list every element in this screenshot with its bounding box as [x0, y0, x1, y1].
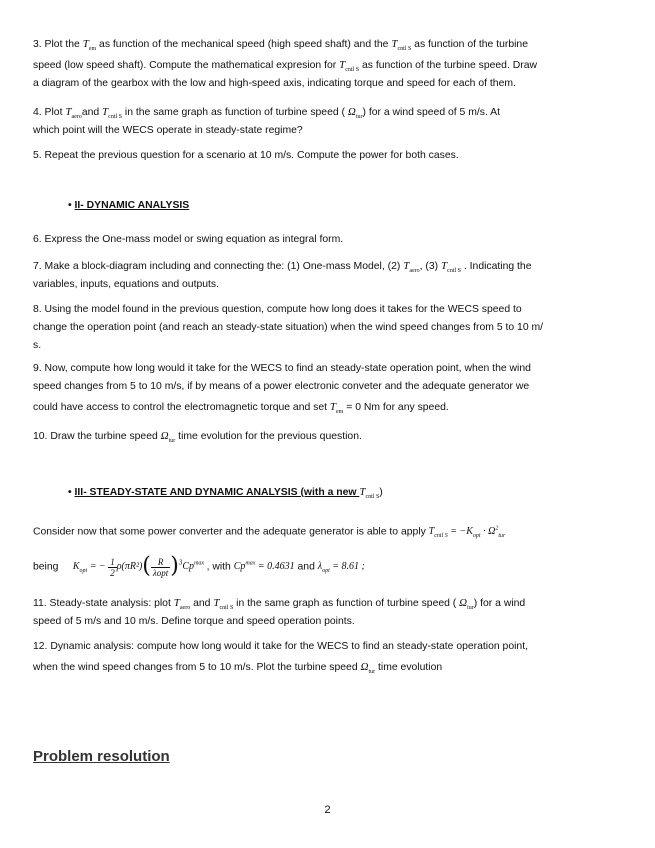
q5-line-1: 5. Repeat the previous question for a scenario at 10 m/s. Compute the power for both cases.: [33, 150, 459, 161]
q4-line-2: which point will the WECS operate in steady-state regime?: [33, 125, 303, 136]
q3-line-3: a diagram of the gearbox with the low and high-speed axis, indicating torque and speed for each of them.: [33, 78, 516, 89]
kopt-formula: $K_{opt}$ = − $\frac{1}{2}$ ρ(πR²)( $\frac{R}{\text{λopt}}$ )$^3Cp^{max}$: [72, 554, 205, 580]
q8-line-1: 8. Using the model found in the previous question, compute how long does it takes for the WECS speed to: [33, 304, 522, 315]
q7-line-1: 7. Make a block-diagram including and connecting the: (1) One-mass Model, (2) $T_{aero}$, (3) $T_{cntl S}$ . Indicating the: [33, 260, 532, 275]
q4-line-1: 4. Plot $T_{aero}and$ $T_{cntl S}$ in the same graph as function of turbine speed ( $\Omega_{tur}$) for a wind speed of 5 m/s. At: [33, 106, 500, 121]
q3-line-1: 3. Plot the $T_{em}$ as function of the mechanical speed (high speed shaft) and the $T_{cntl S}$ as function of the turbine: [33, 38, 528, 53]
q11-line-1: 11. Steady-state analysis: plot $T_{aero}$ and $T_{cntl S}$ in the same graph as function of turbine speed ( $\Omega_{tur}$) for a wind: [33, 597, 526, 612]
q12-line-1: 12. Dynamic analysis: compute how long would it take for the WECS to find an steady-state operation point,: [33, 641, 528, 652]
q9-line-2: speed changes from 5 to 10 m/s, if by means of a power electronic conveter and the adequate generator we: [33, 381, 530, 392]
problem-resolution-heading: Problem resolution: [33, 748, 170, 765]
section-3-heading: • III- STEADY-STATE AND DYNAMIC ANALYSIS (with a new $T_{cntl S}$): [68, 486, 383, 501]
q9-line-1: 9. Now, compute how long would it take for the WECS to find an steady-state operation point, when the wind: [33, 363, 531, 374]
q7-line-2: variables, inputs, equations and outputs.: [33, 279, 220, 290]
kopt-formula-line: being $K_{opt}$ = − $\frac{1}{2}$ ρ(πR²)( $\frac{R}{\text{λopt}}$ )$^3Cp^{max}$ , with $Cp^{max} = 0.4631$ and $\lambda_{opt} = 8.61$ ;: [33, 554, 365, 580]
q3-line-2: speed (low speed shaft). Compute the mathematical expresion for $T_{cntl S}$ as function of the turbine speed. Draw: [33, 59, 537, 74]
section-2-heading: • II- DYNAMIC ANALYSIS: [68, 200, 190, 211]
consider-line: Consider now that some power converter and the adequate generator is able to apply $T_{cntl S} = -K_{opt} \cdot \Omega^2_{tur}$: [33, 526, 506, 540]
q10-line-1: 10. Draw the turbine speed $\Omega_{tur}$ time evolution for the previous question.: [33, 430, 362, 445]
q9-line-3: could have access to control the electromagnetic torque and set $T_{em} = 0$ Nm for any speed.: [33, 401, 449, 416]
q11-line-2: speed of 5 m/s and 10 m/s. Define torque and speed operation points.: [33, 616, 355, 627]
q8-line-3: s.: [33, 340, 42, 351]
page-number: 2: [324, 804, 331, 816]
q6-line-1: 6. Express the One-mass model or swing equation as integral form.: [33, 234, 344, 245]
q12-line-2: when the wind speed changes from 5 to 10 m/s. Plot the turbine speed $\Omega_{tur}$ time evolution: [33, 661, 443, 676]
q8-line-2: change the operation point (and reach an steady-state situation) when the wind speed changes from 5 to 10 m/: [33, 322, 544, 333]
